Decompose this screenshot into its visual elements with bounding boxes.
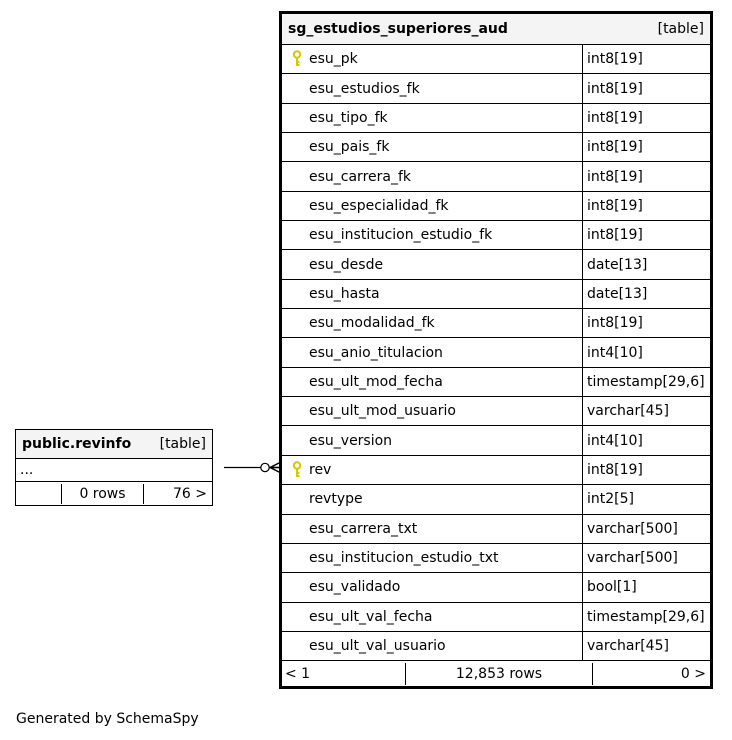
- column-name-label: esu_validado: [309, 579, 401, 596]
- column-row[interactable]: [282, 338, 710, 367]
- table-type-tag: [table]: [159, 436, 206, 452]
- table-public-revinfo[interactable]: [15, 429, 213, 506]
- column-type: int4[10]: [587, 344, 643, 361]
- generated-by-label: Generated by SchemaSpy: [16, 711, 199, 727]
- column-name[interactable]: [282, 250, 583, 278]
- column-row[interactable]: [282, 162, 710, 191]
- column-type: bool[1]: [587, 579, 637, 596]
- column-type: varchar[500]: [587, 550, 678, 567]
- column-name-label: esu_ult_mod_fecha: [309, 373, 443, 390]
- column-name-label: esu_especialidad_fk: [309, 197, 449, 214]
- column-type: int8[19]: [587, 197, 643, 214]
- column-type: int2[5]: [587, 491, 634, 508]
- column-type: varchar[45]: [587, 638, 669, 655]
- column-name[interactable]: [282, 45, 583, 73]
- column-name-label: esu_modalidad_fk: [309, 315, 435, 332]
- column-row[interactable]: [282, 133, 710, 162]
- column-name-label: esu_estudios_fk: [309, 80, 420, 97]
- column-name[interactable]: [282, 192, 583, 220]
- column-type: timestamp[29,6]: [587, 373, 705, 390]
- column-row[interactable]: [282, 74, 710, 103]
- column-type: int8[19]: [587, 315, 643, 332]
- column-name-label: esu_tipo_fk: [309, 109, 388, 126]
- column-name[interactable]: [282, 280, 583, 308]
- column-type: int8[19]: [587, 109, 643, 126]
- column-row[interactable]: [282, 426, 710, 455]
- column-name-label: esu_hasta: [309, 285, 380, 302]
- column-type: timestamp[29,6]: [587, 608, 705, 625]
- column-name-label: esu_ult_mod_usuario: [309, 403, 456, 420]
- children-link[interactable]: 76 >: [173, 485, 207, 502]
- table-type-tag: [table]: [657, 21, 704, 37]
- column-name-label: esu_carrera_fk: [309, 168, 411, 185]
- column-name[interactable]: [282, 515, 583, 543]
- column-name[interactable]: [282, 368, 583, 396]
- column-row[interactable]: [282, 192, 710, 221]
- primary-key-icon: [291, 461, 303, 479]
- row-count: 0 rows: [62, 484, 144, 504]
- column-row[interactable]: [282, 603, 710, 632]
- table-header[interactable]: [282, 14, 710, 45]
- column-name-label: esu_institucion_estudio_txt: [309, 550, 499, 567]
- column-type: date[13]: [587, 285, 648, 302]
- column-name[interactable]: [282, 603, 583, 631]
- primary-key-icon: [291, 50, 303, 68]
- column-type: varchar[500]: [587, 520, 678, 537]
- column-name[interactable]: [282, 133, 583, 161]
- column-row[interactable]: [282, 632, 710, 661]
- column-row[interactable]: [282, 45, 710, 74]
- column-type: int8[19]: [587, 461, 643, 478]
- column-name[interactable]: [282, 426, 583, 454]
- column-name-label: rev: [309, 461, 332, 478]
- column-name-label: esu_version: [309, 432, 393, 449]
- column-name[interactable]: [282, 162, 583, 190]
- column-name[interactable]: [282, 221, 583, 249]
- column-name-label: revtype: [309, 491, 363, 508]
- column-type: int8[19]: [587, 168, 643, 185]
- column-name[interactable]: [282, 544, 583, 572]
- column-type: int8[19]: [587, 227, 643, 244]
- column-name-label: esu_anio_titulacion: [309, 344, 443, 361]
- column-type: int8[19]: [587, 80, 643, 97]
- column-row[interactable]: [282, 544, 710, 573]
- column-row[interactable]: [282, 250, 710, 279]
- column-name-label: esu_carrera_txt: [309, 520, 418, 537]
- children-link[interactable]: 0 >: [680, 665, 706, 682]
- column-type: int8[19]: [587, 139, 643, 156]
- row-count: 12,853 rows: [406, 663, 593, 685]
- column-row[interactable]: [282, 397, 710, 426]
- column-row[interactable]: [282, 456, 710, 485]
- column-list: [282, 45, 710, 661]
- column-name-label: esu_ult_val_fecha: [309, 608, 433, 625]
- collapsed-columns: ...: [16, 459, 212, 482]
- table-name[interactable]: sg_estudios_superiores_aud: [288, 21, 508, 37]
- column-row[interactable]: [282, 309, 710, 338]
- column-name-label: esu_institucion_estudio_fk: [309, 227, 493, 244]
- column-name[interactable]: [282, 309, 583, 337]
- column-type: varchar[45]: [587, 403, 669, 420]
- column-name[interactable]: [282, 338, 583, 366]
- column-row[interactable]: [282, 221, 710, 250]
- column-name[interactable]: [282, 573, 583, 601]
- column-row[interactable]: [282, 515, 710, 544]
- table-footer: [16, 482, 212, 505]
- column-row[interactable]: [282, 573, 710, 602]
- column-name-label: esu_pais_fk: [309, 139, 390, 156]
- column-name[interactable]: [282, 104, 583, 132]
- column-row[interactable]: [282, 104, 710, 133]
- column-type: int8[19]: [587, 51, 643, 68]
- table-name[interactable]: public.revinfo: [22, 436, 132, 452]
- parents-link: [16, 484, 62, 504]
- column-row[interactable]: [282, 485, 710, 514]
- zero-cardinality-marker: [261, 463, 269, 471]
- table-footer: [282, 661, 710, 686]
- column-name[interactable]: [282, 74, 583, 102]
- column-name[interactable]: [282, 397, 583, 425]
- column-name[interactable]: [282, 485, 583, 513]
- column-row[interactable]: [282, 368, 710, 397]
- column-name-label: esu_desde: [309, 256, 384, 273]
- table-sg-estudios-superiores-aud[interactable]: [279, 11, 713, 689]
- column-name-label: esu_ult_val_usuario: [309, 638, 446, 655]
- column-name[interactable]: [282, 632, 583, 660]
- column-name-label: esu_pk: [309, 51, 358, 68]
- column-row[interactable]: [282, 280, 710, 309]
- column-name[interactable]: [282, 456, 583, 484]
- table-header[interactable]: [16, 430, 212, 459]
- column-type: date[13]: [587, 256, 648, 273]
- column-type: int4[10]: [587, 432, 643, 449]
- parents-link[interactable]: < 1: [282, 663, 406, 685]
